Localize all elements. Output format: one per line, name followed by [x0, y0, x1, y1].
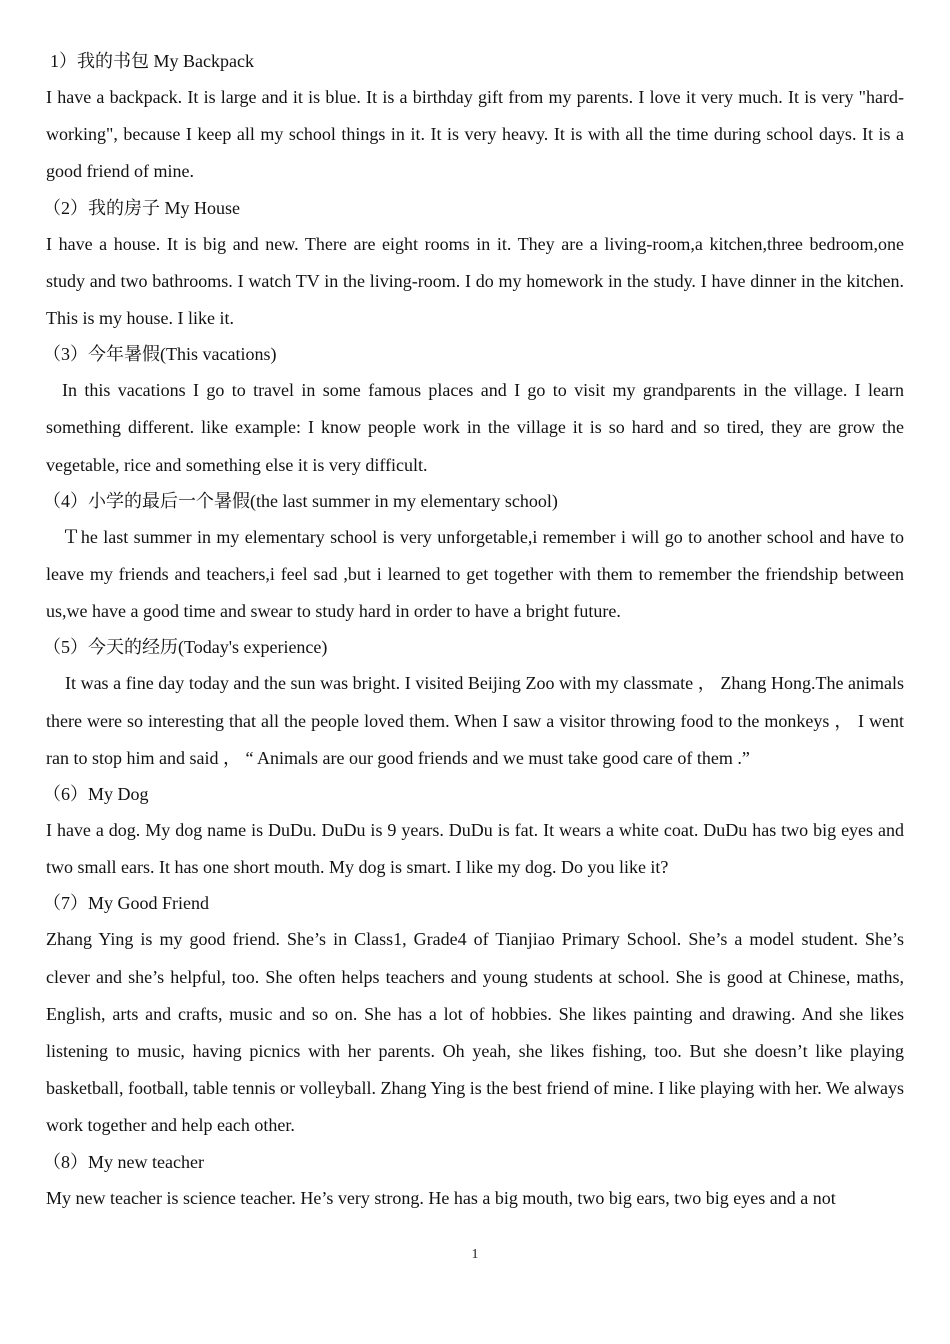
section-heading: （3）今年暑假(This vacations)	[43, 344, 277, 365]
page-number: 1	[471, 1247, 479, 1262]
section-heading: （4）小学的最后一个暑假(the last summer in my elementary school)	[43, 490, 558, 511]
section-heading: （7）My Good Friend	[43, 893, 209, 914]
section-body: It was a fine day today and the sun was bright. I visited Beijing Zoo with my classmate ， Zhang Hong.The animals there were so interesting that all the people loved them. When I saw a visitor throwing food to the monkeys ， I went ran to stop him and said ， “ Animals are our good friends and we must take good care of them .”	[46, 673, 904, 768]
section-body: In this vacations I go to travel in some famous places and I go to visit my grandparents in the village. I learn something different. like example: I know people work in the village it is so hard and so tired, they are grow the vegetable, rice and something else it is very difficult.	[46, 380, 904, 475]
section-body: I have a dog. My dog name is DuDu. DuDu is 9 years. DuDu is fat. It wears a white coat. DuDu has two big eyes and two small ears. It has one short mouth. My dog is smart. I like my dog. Do you like it?	[46, 820, 904, 878]
section-body: I have a house. It is big and new. There are eight rooms in it. They are a living-room,a kitchen,three bedroom,one study and two bathrooms. I watch TV in the living-room. I do my homework in the study. I have dinner in the kitchen. This is my house. I like it.	[46, 233, 904, 329]
section-body: My new teacher is science teacher. He’s very strong. He has a big mouth, two big ears, two big eyes and a not	[46, 1187, 836, 1208]
section-heading: （6）My Dog	[43, 784, 149, 805]
section-heading: （2）我的房子 My House	[43, 197, 240, 218]
section-heading: （5）今天的经历(Today's experience)	[43, 637, 328, 658]
section-body: Zhang Ying is my good friend. She’s in Class1, Grade4 of Tianjiao Primary School. She’s a model student. She’s clever and she’s helpful, too. She often helps teachers and young students at school. She is good at Chinese, maths, English, arts and crafts, music and so on. She has a lot of hobbies. She likes painting and drawing. And she likes listening to music, having picnics with her parents. Oh yeah, she likes fishing, too. But she doesn’t like playing basketball, football, table tennis or volleyball. Zhang Ying is the best friend of mine. I like playing with her. We always work together and help each other.	[46, 929, 904, 1136]
document-page	[43, 44, 904, 1217]
section-heading: （8）My new teacher	[43, 1151, 204, 1172]
section-heading: 1）我的书包 My Backpack	[50, 51, 254, 71]
section-body: Ｔhe last summer in my elementary school is very unforgetable,i remember i will go to another school and have to leave my friends and teachers,i feel sad ,but i learned to get together with them to remember the friendship between us,we have a good time and swear to study hard in order to have a bright future.	[46, 526, 904, 622]
section-body: I have a backpack. It is large and it is blue. It is a birthday gift from my parents. I love it very much. It is very "hard-working", because I keep all my school things in it. It is very heavy. It is with all the time during school days. It is a good friend of mine.	[46, 87, 904, 182]
